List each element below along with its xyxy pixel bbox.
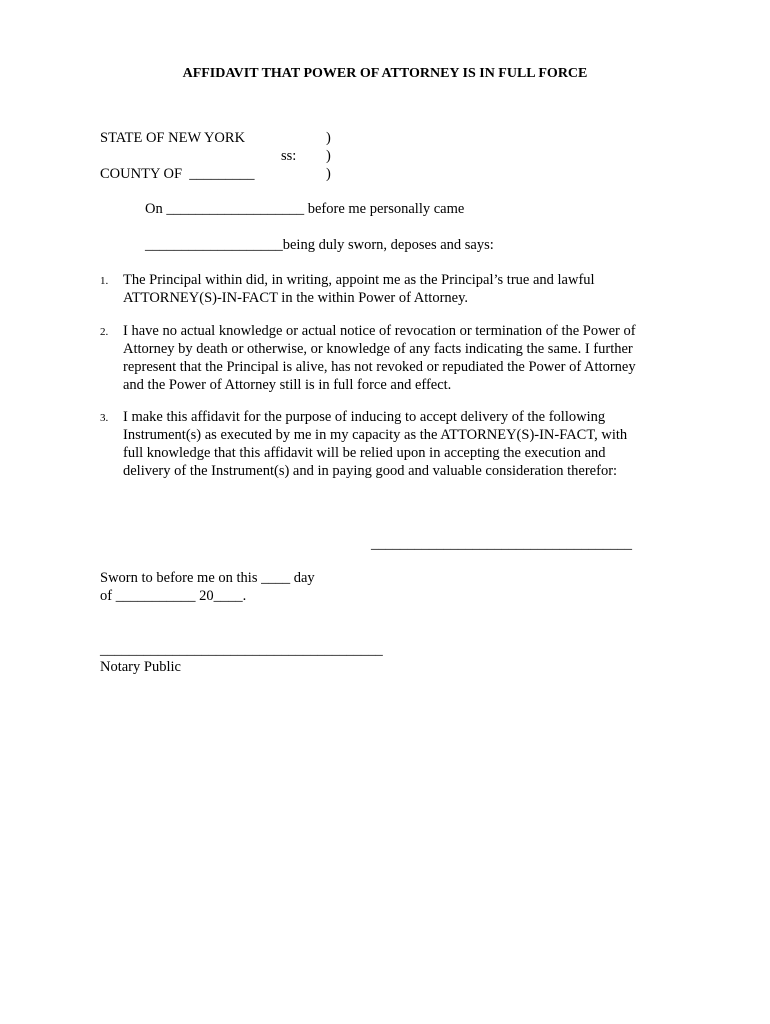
item-number: 3. — [100, 412, 109, 424]
sworn-line-1: Sworn to before me on this ____ day — [100, 570, 315, 586]
deponent-line: ___________________being duly sworn, deposes and says: — [145, 237, 494, 253]
item-number: 2. — [100, 326, 109, 338]
notary-label: Notary Public — [100, 659, 181, 675]
venue-paren-1: ) — [326, 130, 331, 146]
ss-label: ss: — [281, 148, 297, 164]
on-date-line: On ___________________ before me personally came — [145, 201, 465, 217]
notary-signature-line: _______________________________________ — [100, 642, 383, 658]
document-title: AFFIDAVIT THAT POWER OF ATTORNEY IS IN FULL FORCE — [182, 66, 588, 81]
item-number: 1. — [100, 275, 109, 287]
item-text: I have no actual knowledge or actual notice of revocation or termination of the Power of Attorney by death or otherwise, or knowledge of any facts indicating the same. I further represent that the Principal is alive, has not revoked or repudiated the Power of Attorney and the Power of Attorney still is in full force and effect. — [123, 323, 636, 393]
signature-line: ____________________________________ — [371, 536, 632, 552]
sworn-line-2: of ___________ 20____. — [100, 588, 247, 604]
item-text: I make this affidavit for the purpose of inducing to accept delivery of the following Instrument(s) as executed by me in my capacity as the ATTORNEY(S)-IN-FACT, with full knowledge that this affidavit will be relied upon in accepting the execution and delivery of the Instrument(s) and in paying good and valuable consideration therefor: — [123, 409, 628, 479]
venue-paren-2: ) — [326, 148, 331, 164]
venue-paren-3: ) — [326, 166, 331, 182]
item-text: The Principal within did, in writing, appoint me as the Principal’s true and lawful ATTORNEY(S)-IN-FACT in the within Power of Attorney. — [123, 272, 595, 306]
state-line: STATE OF NEW YORK — [100, 130, 246, 146]
county-line: COUNTY OF _________ — [100, 166, 255, 182]
